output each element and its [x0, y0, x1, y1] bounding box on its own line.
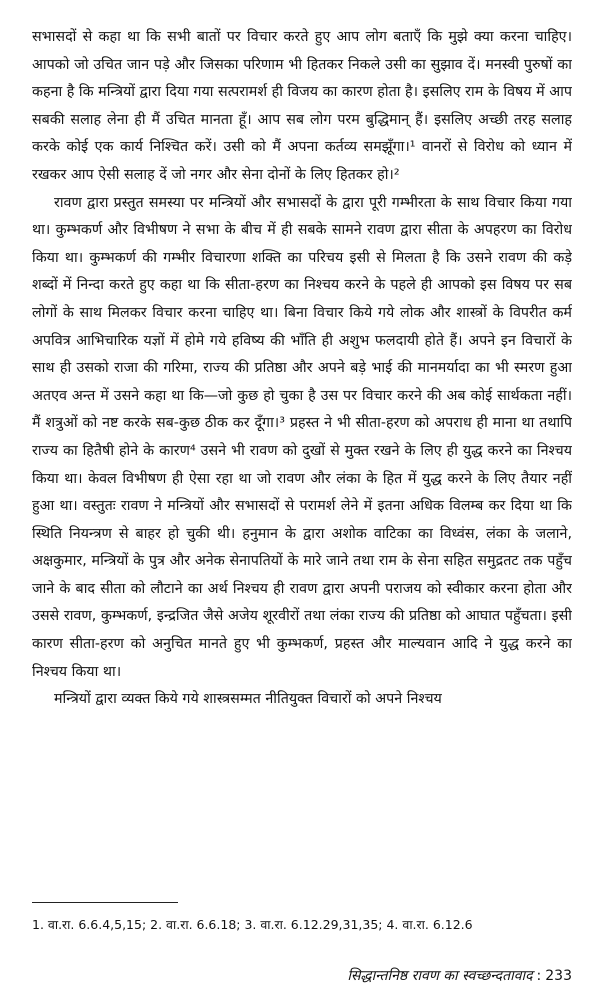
page-number: 233	[545, 968, 572, 984]
running-title: सिद्धान्तनिष्ठ रावण का स्वच्छन्दतावाद	[347, 968, 533, 984]
body-text	[32, 24, 572, 892]
page-footer	[347, 966, 572, 986]
paragraph-1: सभासदों से कहा था कि सभी बातों पर विचार करते हुए आप लोग बताएँ कि मुझे क्या करना चाहिए। आपको जो उचित जान पड़े और जिसका परिणाम भी हितकर निकले उसी का सुझाव दें। मनस्वी पुरुषों का कहना है कि मन्त्रियों द्वारा दिया गया सत्परामर्श ही विजय का कारण होता है। इसलिए राम के विषय में आप सबकी सलाह लेना ही मैं उचित मानता हूँ। आप सब लोग परम बुद्धिमान् हैं। इसलिए अच्छी तरह सलाह करके कोई एक कार्य निश्चित करें। उसी को मैं अपना कर्तव्य समझूँगा।¹ वानरों से विरोध को ध्यान में रखकर आप ऐसी सलाह दें जो नगर और सेना दोनों के लिए हितकर हो।²	[32, 29, 572, 183]
footnotes: 1. वा.रा. 6.6.4,5,15; 2. वा.रा. 6.6.18; 3. वा.रा. 6.12.29,31,35; 4. वा.रा. 6.12.6	[32, 917, 473, 932]
paragraph-3: मन्त्रियों द्वारा व्यक्त किये गये शास्त्रसम्मत नीतियुक्त विचारों को अपने निश्चय	[54, 691, 442, 708]
footer-separator: :	[536, 968, 542, 984]
paragraph-2: रावण द्वारा प्रस्तुत समस्या पर मन्त्रियों और सभासदों के द्वारा पूरी गम्भीरता के साथ विचार किया गया था। कुम्भकर्ण और विभीषण ने सभा के बीच में ही सबके सामने रावण द्वारा सीता के अपहरण का विरोध किया था। कुम्भकर्ण की गम्भीर विचारणा शक्ति का परिचय इसी से मिलता है कि उसने रावण की कड़े शब्दों में निन्दा करते हुए कहा था कि सीता-हरण का निश्चय करने के पहले ही आपको इस विषय पर सब लोगों के साथ मिलकर विचार करना चाहिए था। बिना विचार किये गये लोक और शास्त्रों के विपरीत कर्म अपवित्र आभिचारिक यज्ञों में होमे गये हविष्य की भाँति ही अशुभ फलदायी होते हैं। अपने इन विचारों के साथ ही उसको राजा की गरिमा, राज्य की प्रतिष्ठा और अपने बड़े भाई की मानमर्यादा का भी स्मरण हुआ अतएव अन्त में उसने कहा था कि—जो कुछ हो चुका है उस पर विचार करने की अब कोई सार्थकता नहीं। मैं शत्रुओं को नष्ट करके सब-कुछ ठीक कर दूँगा।³ प्रहस्त ने भी सीता-हरण को अपराध ही माना था तथापि राज्य का हितैषी होने के कारण⁴ उसने भी रावण को दुखों से मुक्त रखने के लिए ही युद्ध करने का निश्चय किया था। केवल विभीषण ही ऐसा रहा था जो रावण और लंका के हित में युद्ध करने के लिए तैयार नहीं हुआ था। वस्तुतः रावण ने मन्त्रियों और सभासदों से परामर्श लेने में इतना अधिक विलम्ब कर दिया था कि स्थिति नियन्त्रण से बाहर हो चुकी थी। हनुमान के द्वारा अशोक वाटिका का विध्वंस, लंका के जलाने, अक्षकुमार, मन्त्रियों के पुत्र और अनेक सेनापतियों के मारे जाने तथा राम के सेना सहित समुद्रतट तक पहुँच जाने के बाद सीता को लौटाने का अर्थ निश्चय ही रावण द्वारा अपनी पराजय को स्वीकार करना होता और उससे रावण, कुम्भकर्ण, इन्द्रजित जैसे अजेय शूरवीरों तथा लंका राज्य की प्रतिष्ठा को आघात पहुँचता। इसी कारण सीता-हरण को अनुचित मानते हुए भी कुम्भकर्ण, प्रहस्त और माल्यवान आदि ने युद्ध करने का निश्चय किया था।	[32, 194, 572, 680]
footnote-divider	[32, 902, 178, 903]
book-page	[32, 24, 572, 994]
